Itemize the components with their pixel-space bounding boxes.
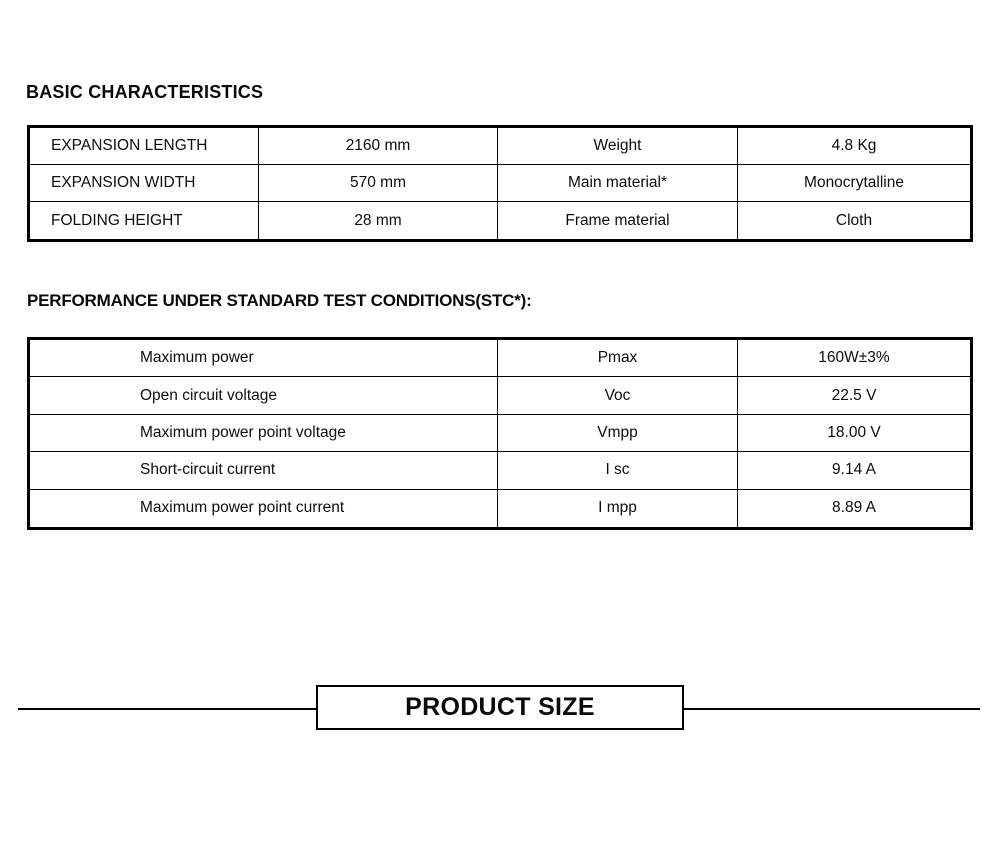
perf-parameter: Maximum power point current [30, 490, 498, 527]
perf-symbol: I mpp [498, 490, 738, 527]
perf-value: 22.5 V [738, 377, 970, 414]
basic-characteristics-heading: BASIC CHARACTERISTICS [26, 82, 264, 102]
performance-heading: PERFORMANCE UNDER STANDARD TEST CONDITIONS(STC*): [27, 291, 532, 310]
spec-label: Frame material [498, 202, 738, 239]
perf-symbol: Pmax [498, 340, 738, 377]
divider-line-left [18, 708, 316, 710]
perf-parameter: Short-circuit current [30, 452, 498, 489]
spec-value: 28 mm [259, 202, 498, 239]
spec-value: 570 mm [259, 165, 498, 202]
product-size-title: PRODUCT SIZE [405, 693, 595, 721]
divider-line-right [684, 708, 980, 710]
spec-value: 4.8 Kg [738, 128, 970, 165]
spec-label: Weight [498, 128, 738, 165]
perf-symbol: I sc [498, 452, 738, 489]
spec-label: EXPANSION LENGTH [30, 128, 259, 165]
perf-symbol: Vmpp [498, 415, 738, 452]
perf-value: 160W±3% [738, 340, 970, 377]
perf-parameter: Maximum power point voltage [30, 415, 498, 452]
perf-parameter: Maximum power [30, 340, 498, 377]
spec-label: FOLDING HEIGHT [30, 202, 259, 239]
spec-value: 2160 mm [259, 128, 498, 165]
perf-value: 8.89 A [738, 490, 970, 527]
perf-value: 9.14 A [738, 452, 970, 489]
perf-value: 18.00 V [738, 415, 970, 452]
spec-value: Monocrytalline [738, 165, 970, 202]
perf-symbol: Voc [498, 377, 738, 414]
spec-label: EXPANSION WIDTH [30, 165, 259, 202]
spec-label: Main material* [498, 165, 738, 202]
spec-value: Cloth [738, 202, 970, 239]
product-size-banner [316, 685, 684, 730]
performance-table [27, 337, 973, 530]
perf-parameter: Open circuit voltage [30, 377, 498, 414]
basic-characteristics-table [27, 125, 973, 242]
